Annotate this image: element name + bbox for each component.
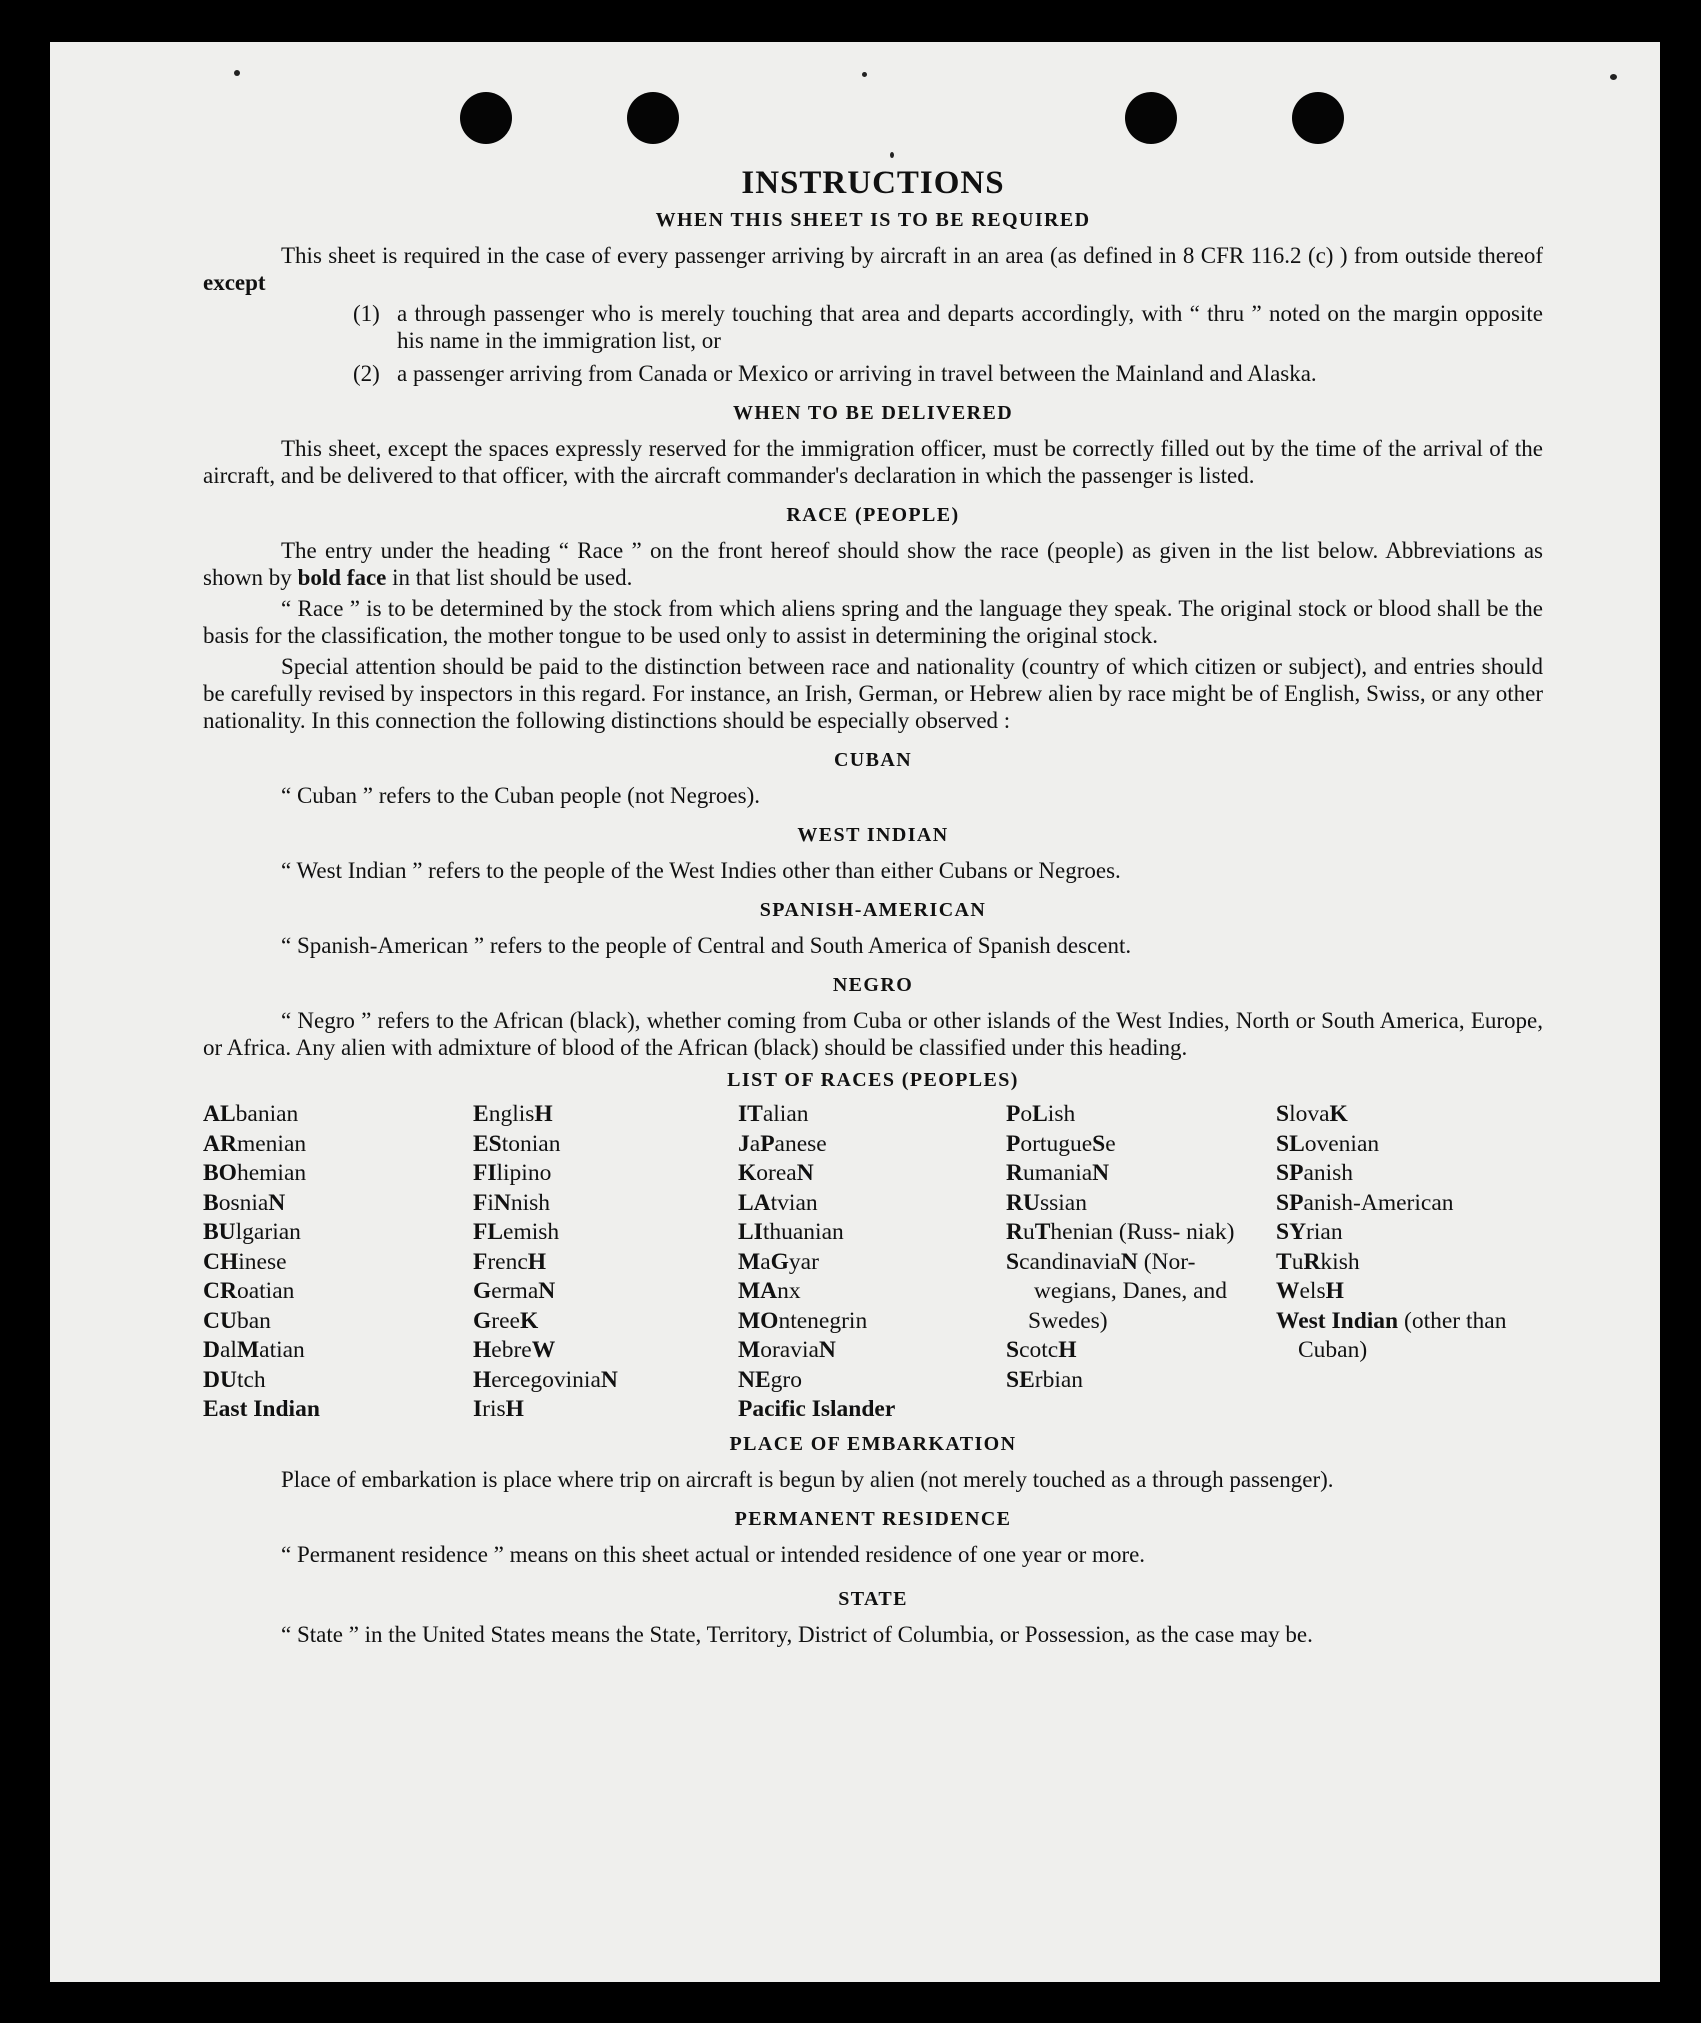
race-name-text: ree <box>491 1307 520 1334</box>
race-entry <box>1006 1159 1276 1189</box>
race-abbrev: S <box>1006 1337 1020 1363</box>
race-entry <box>203 1336 473 1366</box>
race-abbrev: Pacific Islander <box>738 1396 896 1422</box>
paragraph: “ Cuban ” refers to the Cuban people (not Negroes). <box>281 783 761 808</box>
race-abbrev: SP <box>1276 1189 1304 1216</box>
race-name-text: ercegovinia <box>491 1366 601 1393</box>
race-abbrev: N <box>1120 1248 1138 1275</box>
race-abbrev: N <box>818 1337 836 1363</box>
race-abbrev: K <box>519 1307 539 1334</box>
paragraph-text: The entry under the heading “ Race ” on the front hereof should show the race (people) as given in the list below. Abbreviations as shown by <box>203 538 1543 590</box>
race-abbrev: LI <box>738 1219 763 1245</box>
race-abbrev: G <box>473 1307 492 1334</box>
race-name-text: tch <box>236 1366 266 1393</box>
paragraph <box>203 537 1543 591</box>
speck <box>890 152 894 158</box>
race-name-text: rbian <box>1034 1366 1084 1393</box>
race-abbrev: MO <box>738 1307 779 1334</box>
race-abbrev: N <box>796 1160 814 1186</box>
race-abbrev: CH <box>203 1248 239 1275</box>
race-name-text: nish <box>510 1189 551 1216</box>
race-abbrev: N <box>1092 1160 1110 1186</box>
paragraph: “ Negro ” refers to the African (black), whether coming from Cuba or other islands of the West Indies, North or South America, Europe, or Africa. Any alien with admixture of blood of the African (black) should be classified under this heading. <box>203 1008 1543 1060</box>
race-name-text: oravia <box>760 1337 819 1363</box>
emphasis: except <box>203 270 266 295</box>
race-entry <box>473 1189 738 1219</box>
race-abbrev: SL <box>1276 1130 1305 1157</box>
race-name-text: cotc <box>1019 1337 1059 1363</box>
race-entry <box>738 1395 1006 1425</box>
race-abbrev: AL <box>203 1101 236 1127</box>
race-entry <box>1006 1366 1276 1396</box>
paragraph: “ Race ” is to be determined by the stock from which aliens spring and the language they speak. The original stock or blood shall be the basis for the classification, the mother tongue to be used only to assist in determining the original stock. <box>203 596 1543 648</box>
race-abbrev: T <box>1276 1248 1292 1275</box>
race-abbrev: N <box>268 1189 286 1216</box>
race-entry <box>1276 1159 1543 1189</box>
race-entry <box>473 1100 738 1130</box>
emphasis: bold face <box>297 565 387 590</box>
race-entry <box>738 1218 1006 1248</box>
race-abbrev: M <box>738 1248 761 1275</box>
race-entry <box>738 1248 1006 1278</box>
race-entry <box>203 1307 473 1337</box>
race-name-text: umania <box>1022 1160 1093 1186</box>
punch-hole <box>627 92 679 144</box>
race-entry <box>738 1307 1006 1337</box>
paragraph: Place of embarkation is place where trip on aircraft is begun by alien (not merely touched as a through passenger). <box>281 1466 1334 1492</box>
race-name-text: ortugue <box>1020 1130 1093 1157</box>
paragraph-text: in that list should be used. <box>386 565 633 590</box>
race-entry <box>203 1159 473 1189</box>
race-entry <box>738 1100 1006 1130</box>
race-abbrev: D <box>203 1337 220 1363</box>
item-text: a through passenger who is merely touching that area and departs accordingly, with “ thru ” noted on the margin opposite his name in the immigration list, or <box>397 301 1543 353</box>
race-entry <box>1006 1130 1276 1160</box>
race-name-text: ntenegrin <box>778 1307 868 1334</box>
race-name-text: tonian <box>501 1130 561 1157</box>
race-abbrev: ES <box>473 1130 502 1157</box>
list-item <box>353 360 1543 387</box>
race-name-text: (other than Cuban) <box>1298 1307 1507 1363</box>
race-entry <box>203 1277 473 1307</box>
race-name-text: osnia <box>218 1189 269 1216</box>
race-column <box>1006 1100 1276 1425</box>
race-name-text: tvian <box>770 1189 818 1216</box>
race-name-text: o <box>1020 1101 1033 1127</box>
race-abbrev: CU <box>203 1307 237 1334</box>
race-name-text: ris <box>482 1396 506 1422</box>
heading-negro: NEGRO <box>832 974 914 996</box>
race-entry <box>473 1395 738 1425</box>
race-entry <box>1006 1189 1276 1219</box>
race-entry <box>738 1159 1006 1189</box>
race-entry <box>1006 1248 1276 1337</box>
race-name-text: atian <box>259 1337 305 1363</box>
punch-hole <box>460 92 512 144</box>
race-abbrev: LA <box>738 1189 771 1216</box>
race-abbrev: S <box>1276 1101 1290 1127</box>
race-abbrev: E <box>473 1101 489 1127</box>
race-entry <box>473 1218 738 1248</box>
race-entry <box>203 1395 473 1425</box>
race-abbrev: K <box>738 1160 757 1186</box>
race-entry <box>1276 1189 1543 1219</box>
race-entry <box>473 1159 738 1189</box>
race-name-text: ovenian <box>1304 1130 1380 1157</box>
race-abbrev: SY <box>1276 1219 1307 1245</box>
race-abbrev: SP <box>1276 1160 1304 1186</box>
paragraph: “ State ” in the United States means the State, Territory, District of Columbia, or Possession, as the case may be. <box>281 1621 1313 1647</box>
punch-hole <box>1292 92 1344 144</box>
race-entry <box>203 1189 473 1219</box>
race-entry <box>203 1366 473 1396</box>
item-text: a passenger arriving from Canada or Mexico or arriving in travel between the Mainland and Alaska. <box>397 361 1317 386</box>
race-name-text: henian (Russ- niak) <box>1050 1219 1235 1245</box>
race-abbrev: T <box>1034 1219 1051 1245</box>
race-abbrev: R <box>1006 1219 1023 1245</box>
race-name-text: hemian <box>236 1160 307 1186</box>
race-abbrev: B <box>203 1189 219 1216</box>
race-name-text: anish-American <box>1303 1189 1454 1216</box>
race-entry <box>1276 1218 1543 1248</box>
race-name-text: anish <box>1303 1160 1354 1186</box>
race-name-text: lipino <box>496 1160 552 1186</box>
paragraph: This sheet, except the spaces expressly reserved for the immigration officer, must be correctly filled out by the time of the arrival of the aircraft, and be delivered to that officer, with the aircraft commander's declaration in which the passenger is listed. <box>203 436 1543 488</box>
race-abbrev: R <box>1303 1248 1321 1275</box>
race-entry <box>203 1218 473 1248</box>
race-abbrev: East Indian <box>203 1396 320 1422</box>
race-abbrev: H <box>473 1337 492 1363</box>
document-page <box>50 42 1660 1982</box>
race-name-text: oatian <box>236 1278 295 1304</box>
race-name-text: orea <box>756 1160 797 1186</box>
race-name-text: els <box>1299 1278 1326 1304</box>
race-abbrev: L <box>1032 1101 1048 1127</box>
race-name-text: nglis <box>488 1101 535 1127</box>
race-abbrev: NE <box>738 1366 771 1393</box>
race-entry <box>1006 1218 1276 1248</box>
heading-list-of-races: LIST OF RACES (PEOPLES) <box>727 1069 1019 1091</box>
race-name-text: nx <box>777 1278 801 1304</box>
race-entry <box>473 1336 738 1366</box>
page-title: INSTRUCTIONS <box>741 165 1005 201</box>
race-name-text: yar <box>788 1248 819 1275</box>
race-entry <box>1276 1130 1543 1160</box>
paragraph <box>203 242 1543 296</box>
race-name-text: gro <box>770 1366 802 1393</box>
race-name-text: anese <box>774 1130 827 1157</box>
race-abbrev: West Indian <box>1276 1307 1399 1334</box>
list-item <box>353 300 1543 354</box>
race-name-text: erma <box>491 1278 539 1304</box>
race-abbrev: M <box>236 1337 260 1363</box>
race-name-text: ebre <box>491 1337 532 1363</box>
race-abbrev: W <box>1276 1278 1300 1304</box>
race-name-text: lova <box>1289 1101 1330 1127</box>
heading-spanish-american: SPANISH-AMERICAN <box>759 899 987 921</box>
race-name-text: thuanian <box>762 1219 844 1245</box>
heading-race: RACE (PEOPLE) <box>786 504 960 526</box>
race-entry <box>1006 1336 1276 1366</box>
race-abbrev: DU <box>203 1366 237 1393</box>
race-column <box>203 1100 473 1425</box>
race-entry <box>473 1130 738 1160</box>
race-entry <box>1276 1248 1543 1278</box>
paragraph-text: This sheet is required in the case of every passenger arriving by aircraft in an area (as defined in 8 CFR 116.2 (c) ) from outside thereof <box>281 243 1543 268</box>
race-abbrev: S <box>1006 1248 1020 1275</box>
race-entry <box>473 1366 738 1396</box>
race-abbrev: H <box>1058 1337 1077 1363</box>
race-entry <box>738 1277 1006 1307</box>
race-abbrev: FL <box>473 1219 504 1245</box>
heading-state: STATE <box>838 1587 908 1610</box>
race-entry <box>473 1248 738 1278</box>
paragraph: “ Permanent residence ” means on this sheet actual or intended residence of one year or more. <box>281 1541 1146 1567</box>
race-abbrev: P <box>1006 1101 1021 1127</box>
speck <box>234 70 240 76</box>
race-abbrev: H <box>473 1366 492 1393</box>
race-name-text: inese <box>238 1248 287 1275</box>
race-abbrev: J <box>738 1130 750 1157</box>
item-number: (2) <box>353 361 380 386</box>
paragraph: “ Spanish-American ” refers to the people of Central and South America of Spanish descent. <box>281 933 1132 958</box>
race-name-text: alian <box>762 1101 809 1127</box>
race-abbrev: P <box>760 1130 775 1157</box>
race-entry <box>473 1277 738 1307</box>
race-list <box>203 1100 1543 1425</box>
race-abbrev: MA <box>738 1278 778 1304</box>
race-abbrev: FI <box>473 1160 497 1186</box>
race-entry <box>1276 1307 1543 1366</box>
race-abbrev: IT <box>738 1101 763 1127</box>
race-abbrev: N <box>600 1366 618 1393</box>
race-name-text: rian <box>1306 1219 1343 1245</box>
race-abbrev: N <box>538 1278 556 1304</box>
race-abbrev: G <box>770 1248 789 1275</box>
race-abbrev: R <box>1006 1160 1023 1186</box>
race-name-text: candinavia <box>1019 1248 1121 1275</box>
race-entry <box>1276 1277 1543 1307</box>
heading-permanent-residence: PERMANENT RESIDENCE <box>734 1507 1012 1530</box>
race-abbrev: S <box>1092 1130 1106 1157</box>
race-abbrev: I <box>473 1396 483 1422</box>
race-column <box>738 1100 1006 1425</box>
speck <box>1610 74 1617 80</box>
heading-when-delivered: WHEN TO BE DELIVERED <box>732 402 1014 424</box>
heading-when-required: WHEN THIS SHEET IS TO BE REQUIRED <box>655 209 1091 231</box>
race-entry <box>203 1248 473 1278</box>
speck <box>862 72 867 77</box>
race-abbrev: F <box>473 1189 488 1216</box>
paragraph: “ West Indian ” refers to the people of the West Indies other than either Cubans or Negroes. <box>281 858 1121 883</box>
race-abbrev: M <box>738 1337 761 1363</box>
heading-embarkation: PLACE OF EMBARKATION <box>729 1432 1017 1455</box>
race-name-text: banian <box>235 1101 299 1127</box>
race-name-text: a <box>749 1130 761 1157</box>
race-entry <box>738 1189 1006 1219</box>
race-name-text: emish <box>503 1219 560 1245</box>
heading-west-indian: WEST INDIAN <box>797 824 949 846</box>
race-name-text: lgarian <box>235 1219 301 1245</box>
race-abbrev: K <box>1329 1101 1348 1127</box>
race-abbrev: F <box>473 1248 488 1275</box>
race-entry <box>473 1307 738 1337</box>
punch-hole <box>1125 92 1177 144</box>
race-abbrev: G <box>473 1278 492 1304</box>
race-name-text: (Nor- wegians, Danes, and Swedes) <box>1028 1248 1228 1334</box>
race-abbrev: W <box>531 1337 556 1363</box>
race-name-text: u <box>1291 1248 1304 1275</box>
race-name-text: kish <box>1320 1248 1360 1275</box>
race-entry <box>738 1336 1006 1366</box>
race-column <box>1276 1100 1543 1425</box>
race-entry <box>738 1130 1006 1160</box>
instructions-text <box>203 165 1543 1652</box>
item-number: (1) <box>353 301 380 326</box>
race-name-text: ish <box>1047 1101 1076 1127</box>
race-abbrev: RU <box>1006 1189 1040 1216</box>
race-name-text: ssian <box>1039 1189 1087 1216</box>
race-abbrev: H <box>534 1101 553 1127</box>
race-name-text: u <box>1022 1219 1035 1245</box>
paragraph: Special attention should be paid to the distinction between race and nationality (country of which citizen or subject), and entries should be carefully revised by inspectors in this regard. For instance, an Irish, German, or Hebrew alien by race might be of English, Swiss, or any other nationality. In this connection the following distinctions should be especially observed : <box>203 654 1543 733</box>
race-abbrev: AR <box>203 1130 237 1157</box>
race-abbrev: H <box>505 1396 524 1422</box>
race-name-text: renc <box>487 1248 528 1275</box>
race-abbrev: H <box>527 1248 547 1275</box>
race-entry <box>203 1100 473 1130</box>
race-name-text: menian <box>236 1130 307 1157</box>
race-abbrev: BO <box>203 1160 237 1186</box>
race-abbrev: N <box>493 1189 511 1216</box>
race-name-text: al <box>219 1337 237 1363</box>
race-entry <box>738 1366 1006 1396</box>
race-name-text: a <box>760 1248 771 1275</box>
race-abbrev: BU <box>203 1219 236 1245</box>
race-entry <box>1006 1100 1276 1130</box>
race-abbrev: SE <box>1006 1366 1035 1393</box>
race-name-text: e <box>1105 1130 1116 1157</box>
race-name-text: ban <box>236 1307 271 1334</box>
race-entry <box>1276 1100 1543 1130</box>
heading-cuban: CUBAN <box>833 749 913 771</box>
race-name-text: i <box>487 1189 494 1216</box>
race-column <box>473 1100 738 1425</box>
race-entry <box>203 1130 473 1160</box>
race-abbrev: CR <box>203 1278 237 1304</box>
race-abbrev: P <box>1006 1130 1021 1157</box>
race-abbrev: H <box>1325 1278 1344 1304</box>
